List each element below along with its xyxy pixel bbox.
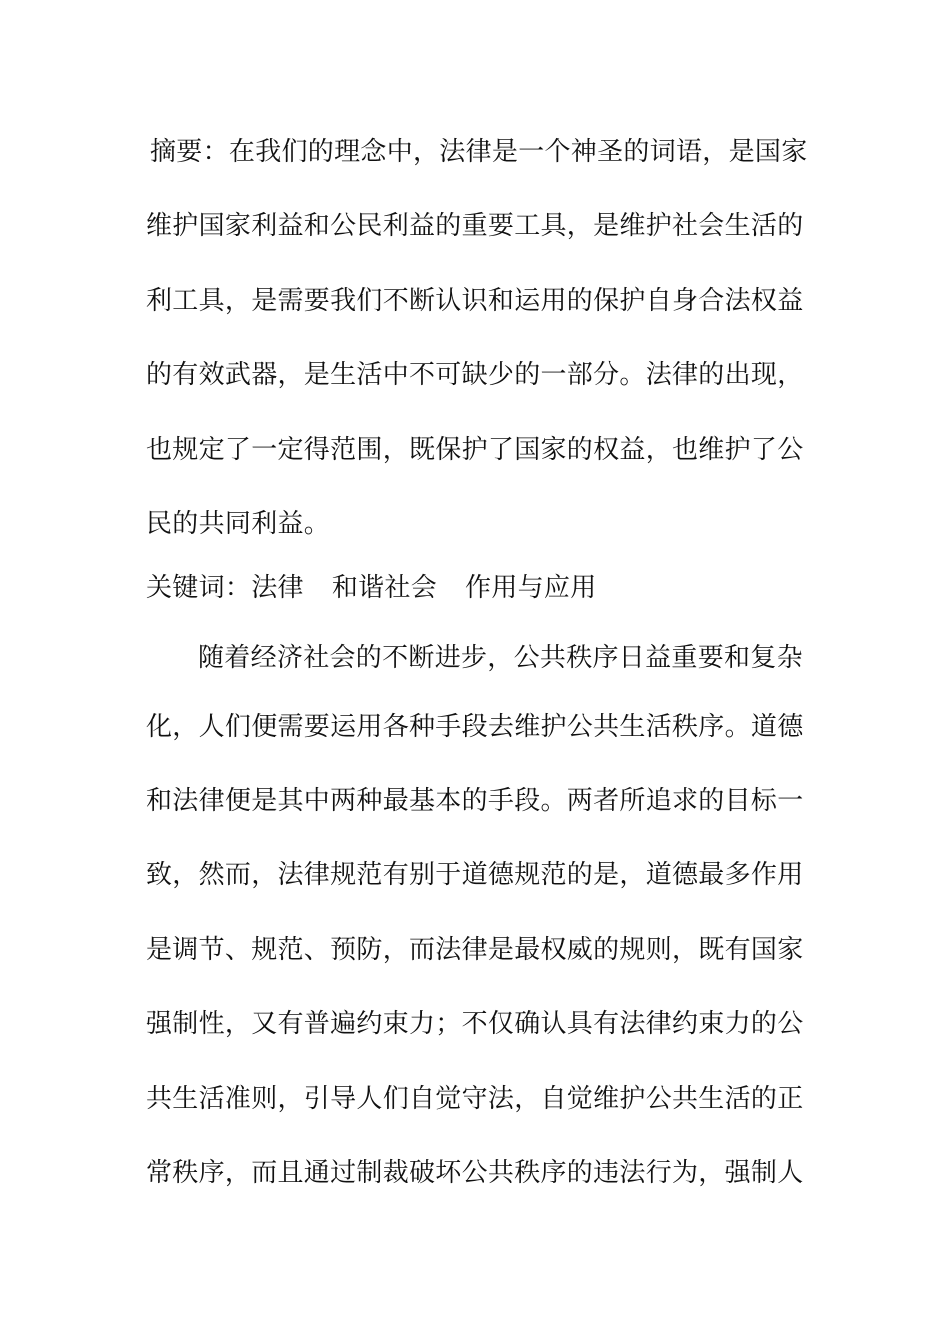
body-line: 共生活准则，引导人们自觉守法，自觉维护公共生活的正 (146, 1084, 804, 1114)
body-line: 常秩序，而且通过制裁破坏公共秩序的违法行为，强制人 (146, 1158, 804, 1188)
abstract-line: 摘要：在我们的理念中，法律是一个神圣的词语，是国家 (150, 137, 808, 167)
abstract-line: 利工具，是需要我们不断认识和运用的保护自身合法权益 (146, 286, 804, 316)
abstract-line: 民的共同利益。 (146, 509, 331, 539)
abstract-line: 的有效武器，是生活中不可缺少的一部分。法律的出现， (146, 360, 804, 390)
body-line: 和法律便是其中两种最基本的手段。两者所追求的目标一 (146, 786, 804, 816)
keywords-label: 关键词： (146, 573, 252, 603)
abstract-line: 维护国家利益和公民利益的重要工具，是维护社会生活的 (146, 211, 804, 241)
body-line: 强制性，又有普遍约束力；不仅确认具有法律约束力的公 (146, 1009, 804, 1039)
keywords-line (146, 571, 597, 605)
body-line: 是调节、规范、预防，而法律是最权威的规则，既有国家 (146, 935, 804, 965)
keyword-item: 作用与应用 (465, 573, 597, 603)
body-line: 化，人们便需要运用各种手段去维护公共生活秩序。道德 (146, 712, 804, 742)
body-line: 致，然而，法律规范有别于道德规范的是，道德最多作用 (146, 860, 804, 890)
keyword-item: 和谐社会 (331, 573, 438, 603)
keyword-item: 法律 (251, 573, 304, 603)
body-line: 随着经济社会的不断进步，公共秩序日益重要和复杂 (198, 643, 803, 673)
abstract-line: 也规定了一定得范围，既保护了国家的权益，也维护了公 (146, 435, 804, 465)
